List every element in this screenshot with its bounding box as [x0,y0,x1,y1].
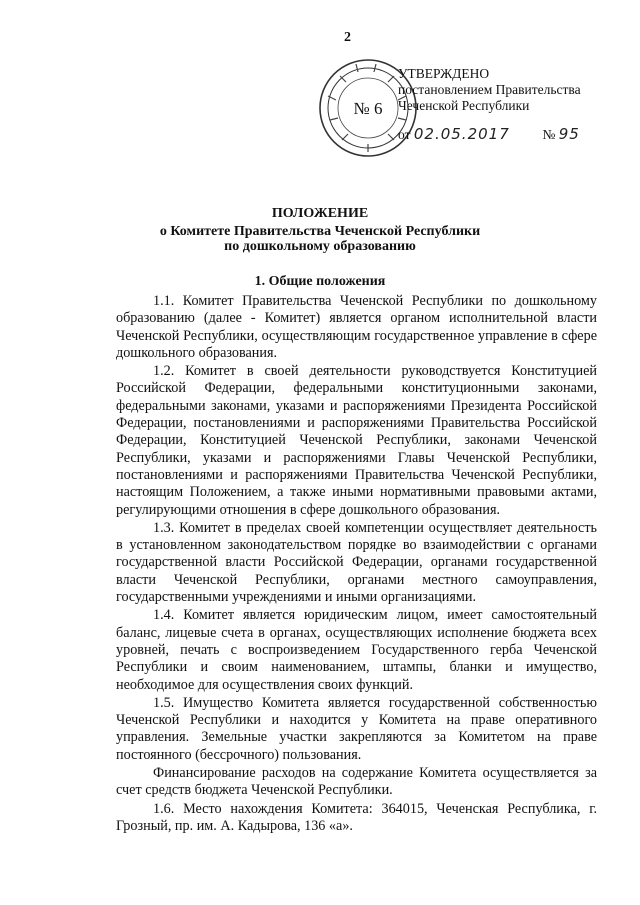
stamp-label: № 6 [353,99,383,118]
approval-line-2: Чеченской Республики [398,98,530,113]
paragraph-1-1: 1.1. Комитет Правительства Чеченской Республики по дошкольному образованию (далее - Комитет) является органом исполнительной власти Чеченской Республики, осуществляющим государственное управление в сфере дошкольного образования. [116,293,597,361]
subtitle-line-2: по дошкольному образованию [224,239,416,254]
number-prefix: № [542,127,556,142]
paragraph-1-6: 1.6. Место нахождения Комитета: 364015, Чеченская Республика, г. Грозный, пр. им. А. Кадырова, 136 «а». [116,800,597,834]
date-prefix: от [398,127,411,142]
approval-number-handwritten: 95 [558,125,580,143]
approval-heading: УТВЕРЖДЕНО [398,66,490,81]
document-subtitle [0,224,640,254]
section-heading: 1. Общие положения [254,274,386,289]
subtitle-line-1: о Комитете Правительства Чеченской Республики [159,224,481,239]
approval-date-line [398,126,581,143]
approval-line-1: постановлением Правительства [398,82,581,97]
paragraph-1-2: 1.2. Комитет в своей деятельности руководствуется Конституцией Российской Федерации, федеральными конституционными законами, федеральными законами, указами и распоряжениями Президента Российской Федерации, постановлениями и распоряжениями Правительства Российской Федерации, Конституцией Чеченской Республики, законами Чеченской Республики, указами и распоряжениями Главы Чеченской Республики, постановлениями и распоряжениями Правительства Чеченской Республики, настоящим Положением, а также иными нормативными правовыми актами, регулирующими отношения в сфере дошкольного образования. [116,363,597,518]
section-body [116,293,597,836]
approval-block [398,66,581,143]
paragraph-financing: Финансирование расходов на содержание Комитета осуществляется за счет средств бюджета Чеченской Республики. [116,765,597,799]
page-number: 2 [344,30,351,45]
paragraph-1-4: 1.4. Комитет является юридическим лицом, имеет самостоятельный баланс, лицевые счета в органах, осуществляющих исполнение бюджета всех уровней, печать с воспроизведением Государственного герба Чеченской Республики и своим наименованием, штампы, бланки и имущество, необходимое для осуществления своих функций. [116,607,597,693]
document-title: ПОЛОЖЕНИЕ [271,206,369,221]
paragraph-1-5: 1.5. Имущество Комитета является государственной собственностью Чеченской Республики и находится у Комитета на праве оперативного управления. Земельные участки закрепляются за Комитетом на праве постоянного (бессрочного) пользования. [116,694,597,763]
paragraph-1-3: 1.3. Комитет в пределах своей компетенции осуществляет деятельность в установленном законодательством порядке во взаимодействии с органами государственной власти Российской Федерации, органами государственной власти Чеченской Республики, органами местного самоуправления, государственными учреждениями и иными организациями. [116,519,597,606]
approval-date-handwritten: 02.05.2017 [413,125,510,143]
